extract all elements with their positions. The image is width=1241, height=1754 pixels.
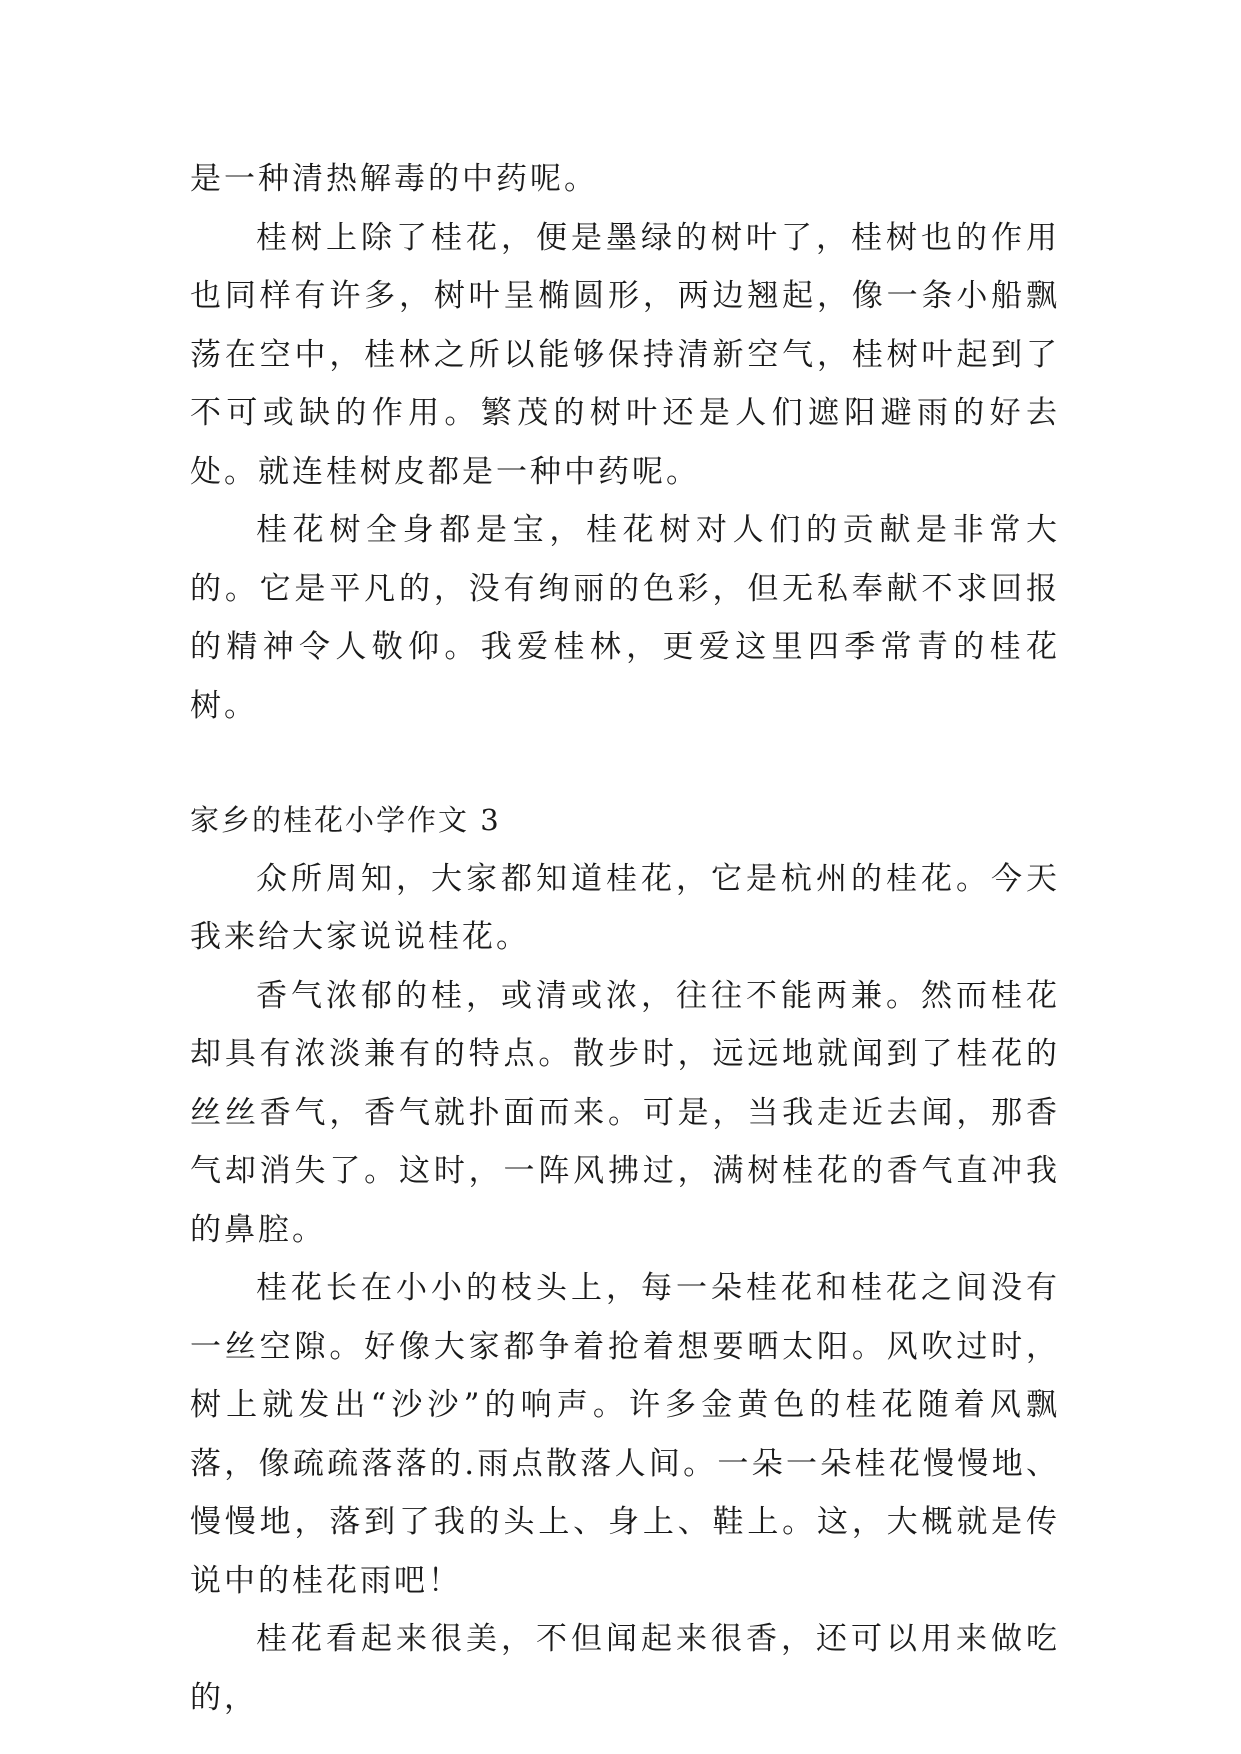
paragraph-intro: 众所周知，大家都知道桂花，它是杭州的桂花。今天我来给大家说说桂花。 (190, 860, 1060, 955)
paragraph-leaves: 桂树上除了桂花，便是墨绿的树叶了，桂树也的作用也同样有许多，树叶呈椭圆形，两边翘起，像一条小船飘荡在空中，桂林之所以能够保持清新空气，桂树叶起到了不可或缺的作用。繁茂的树叶还是人们遮阳避雨的好去处。就连桂树皮都是一种中药呢。 (190, 219, 1060, 490)
paragraph-conclusion: 桂花树全身都是宝，桂花树对人们的贡献是非常大的。它是平凡的，没有绚丽的色彩，但无私奉献不求回报的精神令人敬仰。我爱桂林，更爱这里四季常青的桂花树。 (190, 512, 1060, 724)
paragraph-continuation: 是一种清热解毒的中药呢。 (190, 161, 598, 197)
section-title: 家乡的桂花小学作文 3 (190, 803, 501, 837)
paragraph-fragrance: 香气浓郁的桂，或清或浓，往往不能两兼。然而桂花却具有浓淡兼有的特点。散步时，远远地就闻到了桂花的丝丝香气，香气就扑面而来。可是，当我走近去闻，那香气却消失了。这时，一阵风拂过，满树桂花的香气直冲我的鼻腔。 (190, 977, 1060, 1248)
paragraph-branches: 桂花长在小小的枝头上，每一朵桂花和桂花之间没有一丝空隙。好像大家都争着抢着想要晒太阳。风吹过时，树上就发出“沙沙”的响声。许多金黄色的桂花随着风飘落，像疏疏落落的.雨点散落人间。一朵一朵桂花慢慢地、慢慢地，落到了我的头上、身上、鞋上。这，大概就是传说中的桂花雨吧！ (190, 1270, 1060, 1599)
document-body (190, 150, 1060, 1727)
paragraph-food: 桂花看起来很美，不但闻起来很香，还可以用来做吃的， (190, 1621, 1060, 1716)
